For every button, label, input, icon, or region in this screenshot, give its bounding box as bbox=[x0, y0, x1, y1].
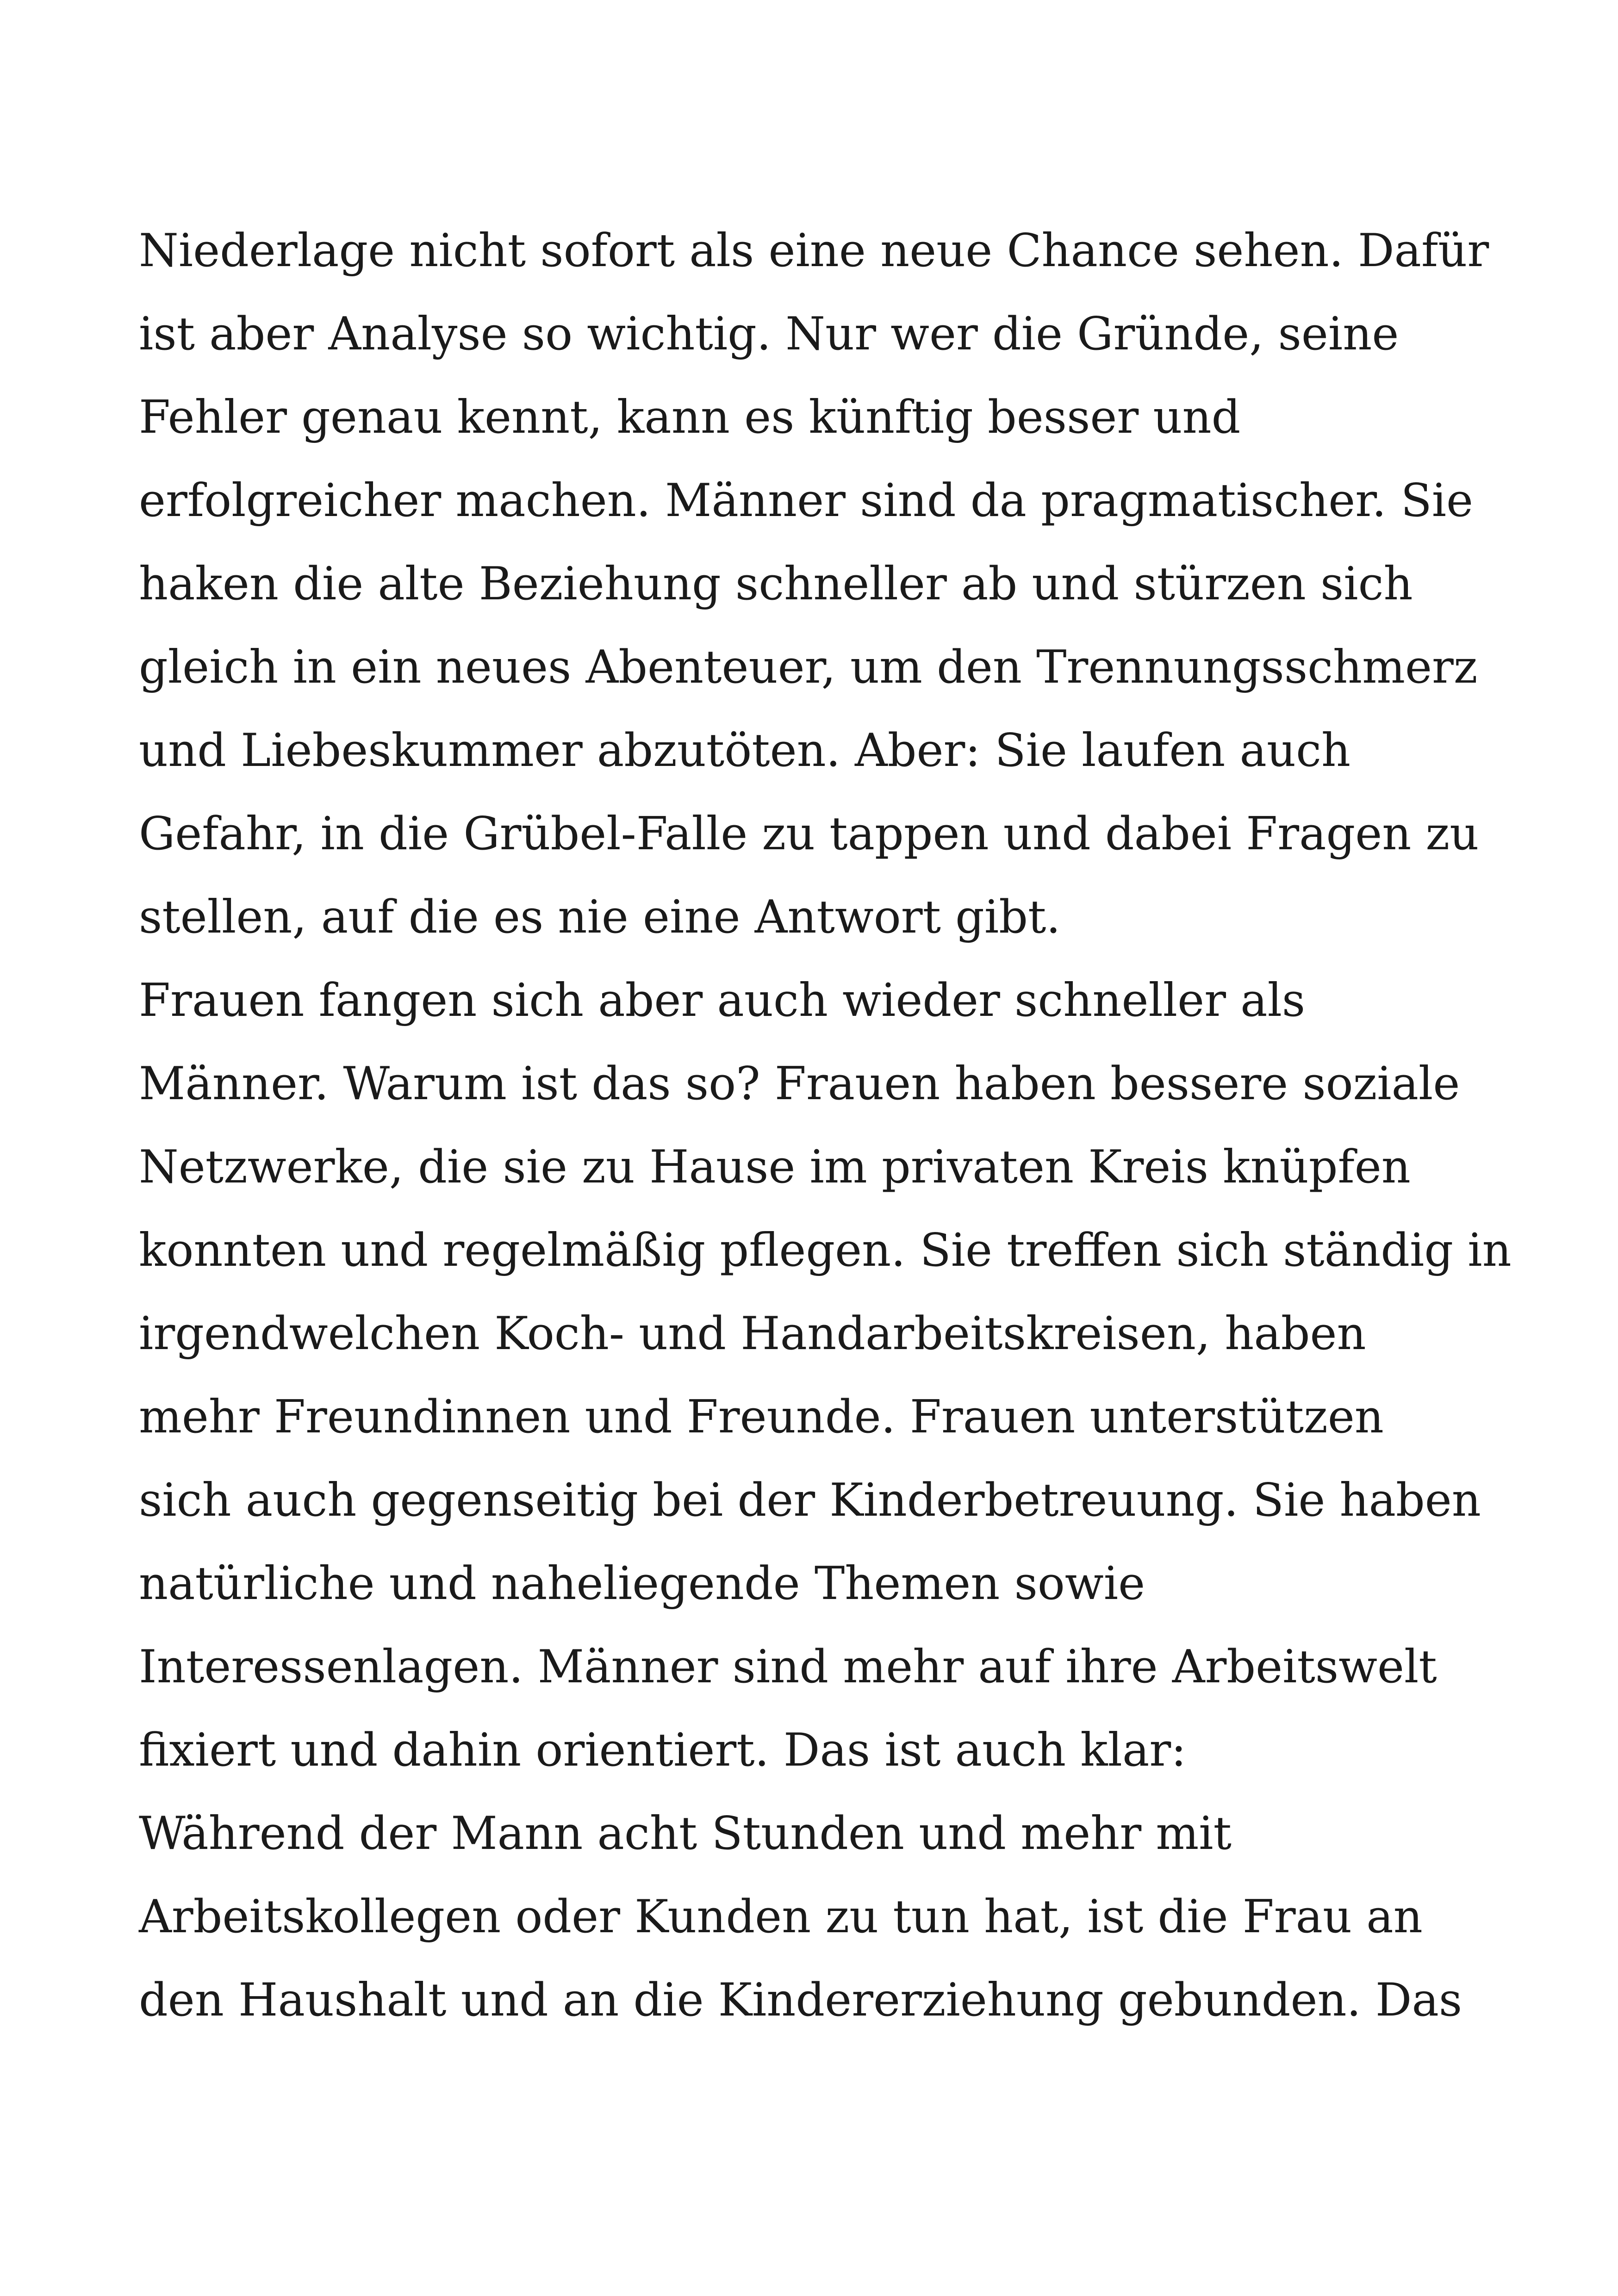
text-line: konnten und regelmäßig pflegen. Sie treffen sich ständig in bbox=[139, 1224, 1512, 1277]
text-line: erfolgreicher machen. Männer sind da pragmatischer. Sie bbox=[139, 474, 1474, 527]
text-line: mehr Freundinnen und Freunde. Frauen unterstützen bbox=[139, 1391, 1384, 1444]
text-line: stellen, auf die es nie eine Antwort gibt. bbox=[139, 891, 1061, 944]
text-line: Während der Mann acht Stunden und mehr mit bbox=[139, 1807, 1232, 1860]
text-line: Interessenlagen. Männer sind mehr auf ihre Arbeitswelt bbox=[139, 1641, 1437, 1693]
text-line: natürliche und naheliegende Themen sowie bbox=[139, 1557, 1145, 1610]
text-line: Frauen fangen sich aber auch wieder schneller als bbox=[139, 974, 1306, 1027]
body-text bbox=[139, 209, 1527, 2042]
text-line: fixiert und dahin orientiert. Das ist auch klar: bbox=[139, 1724, 1187, 1777]
text-line: ist aber Analyse so wichtig. Nur wer die Gründe, seine bbox=[139, 308, 1399, 361]
text-line: Fehler genau kennt, kann es künftig besser und bbox=[139, 391, 1241, 444]
text-line: Gefahr, in die Grübel-Falle zu tappen und dabei Fragen zu bbox=[139, 808, 1479, 860]
text-line: irgendwelchen Koch- und Handarbeitskreisen, haben bbox=[139, 1307, 1366, 1360]
text-line: Arbeitskollegen oder Kunden zu tun hat, ist die Frau an bbox=[139, 1891, 1423, 1943]
text-line: und Liebeskummer abzutöten. Aber: Sie laufen auch bbox=[139, 724, 1351, 777]
text-line: Männer. Warum ist das so? Frauen haben bessere soziale bbox=[139, 1058, 1460, 1110]
text-line: haken die alte Beziehung schneller ab und stürzen sich bbox=[139, 558, 1413, 610]
text-line: Netzwerke, die sie zu Hause im privaten Kreis knüpfen bbox=[139, 1141, 1411, 1194]
text-line: den Haushalt und an die Kindererziehung gebunden. Das bbox=[139, 1974, 1462, 2027]
text-line: Niederlage nicht sofort als eine neue Chance sehen. Dafür bbox=[139, 224, 1489, 277]
text-line: gleich in ein neues Abenteuer, um den Trennungsschmerz bbox=[139, 641, 1478, 694]
text-line: sich auch gegenseitig bei der Kinderbetreuung. Sie haben bbox=[139, 1474, 1481, 1527]
